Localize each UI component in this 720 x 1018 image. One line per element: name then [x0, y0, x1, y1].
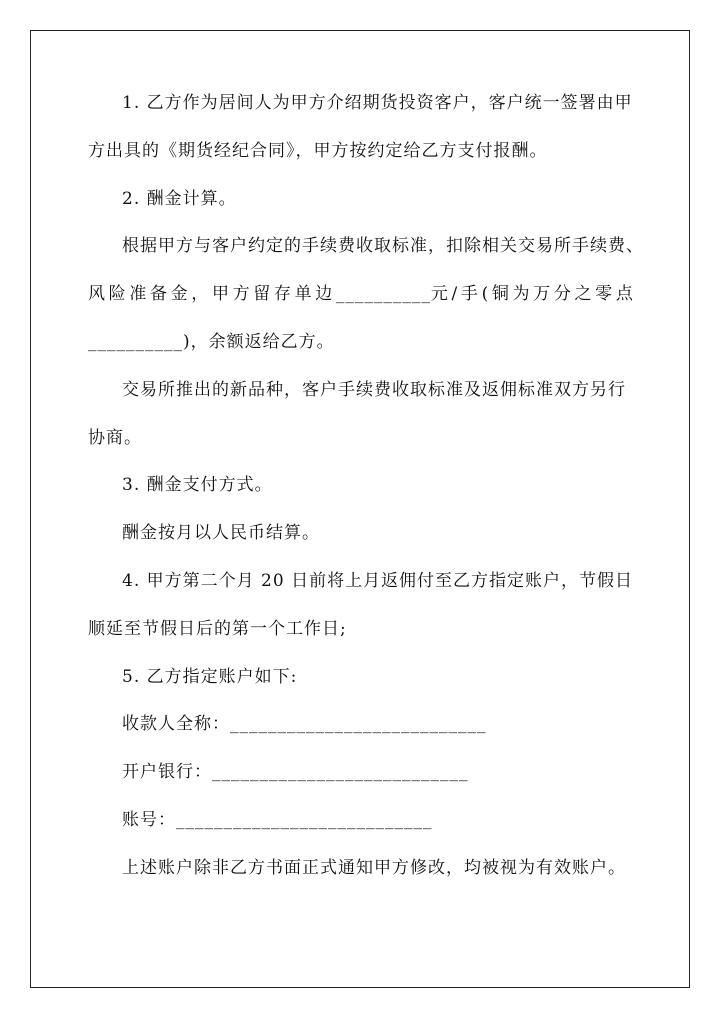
clause-2-line-2-char: 手	[460, 284, 479, 305]
clause-2-line-2-char: 铜	[491, 284, 510, 305]
bank-name-field: 开户银行：___________________________	[122, 762, 469, 783]
clause-2-line-2-char: /	[451, 284, 459, 305]
clause-2-line-2-char: 边	[315, 284, 334, 305]
clause-5-heading: 5. 乙方指定账户如下:	[122, 666, 298, 687]
new-products-line-1: 交易所推出的新品种，客户手续费收取标准及返佣标准双方另行	[122, 379, 626, 400]
clause-2-line-2-char: (	[481, 284, 490, 305]
clause-1-line-1: 1. 乙方作为居间人为甲方介绍期货投资客户，客户统一签署由甲	[122, 93, 633, 113]
clause-2-line-2-char: 存	[273, 284, 292, 305]
clause-2-line-1: 根据甲方与客户约定的手续费收取标准，扣除相关交易所手续费、	[122, 236, 644, 257]
clause-2-line-2-char: 险	[108, 284, 127, 305]
clause-2-line-2-char: 之	[574, 284, 593, 305]
clause-3-line-1: 酬金按月以人民币结算。	[122, 523, 320, 544]
clause-1-line-2: 方出具的《期货经纪合同》，甲方按约定给乙方支付报酬。	[88, 140, 548, 161]
clause-2-line-2-char: 备	[149, 284, 168, 305]
payee-name-field: 收款人全称：___________________________	[122, 714, 487, 735]
clause-2-line-2-char: 金	[170, 284, 189, 305]
clause-2-line-3: __________)，余额返给乙方。	[88, 331, 335, 352]
clause-4-line-2: 顺延至节假日后的第一个工作日;	[88, 618, 347, 639]
clause-2-line-2-char: 准	[129, 284, 148, 305]
clause-2-line-2-char: 点	[615, 284, 634, 305]
clause-2-line-2-char: 零	[595, 284, 614, 305]
clause-2-line-2-char: 方	[232, 284, 251, 305]
clause-3-heading: 3. 酬金支付方式。	[122, 475, 273, 496]
clause-2-line-2-char: 留	[253, 284, 272, 305]
account-validity-note: 上述账户除非乙方书面正式通知甲方修改，均被视为有效账户。	[122, 857, 626, 878]
clause-2-line-2-char: 分	[553, 284, 572, 305]
clause-2-heading: 2. 酬金计算。	[122, 188, 237, 209]
per-lot-blank: __________元	[335, 284, 449, 305]
clause-2-line-2-char: 万	[533, 284, 552, 305]
clause-2-line-2-char: 单	[294, 284, 313, 305]
clause-2-line-2-char: ，	[191, 284, 210, 305]
clause-2-line-2	[88, 281, 634, 307]
new-products-line-2: 协商。	[88, 427, 142, 448]
clause-4-line-1: 4. 甲方第二个月 20 日前将上月返佣付至乙方指定账户，节假日	[122, 570, 634, 591]
contract-text	[88, 90, 644, 903]
clause-2-line-2-char: 风	[88, 284, 106, 305]
account-number-field: 账号：___________________________	[122, 809, 433, 830]
clause-2-line-2-char: 为	[512, 284, 531, 305]
clause-2-line-2-char: 甲	[211, 284, 230, 305]
